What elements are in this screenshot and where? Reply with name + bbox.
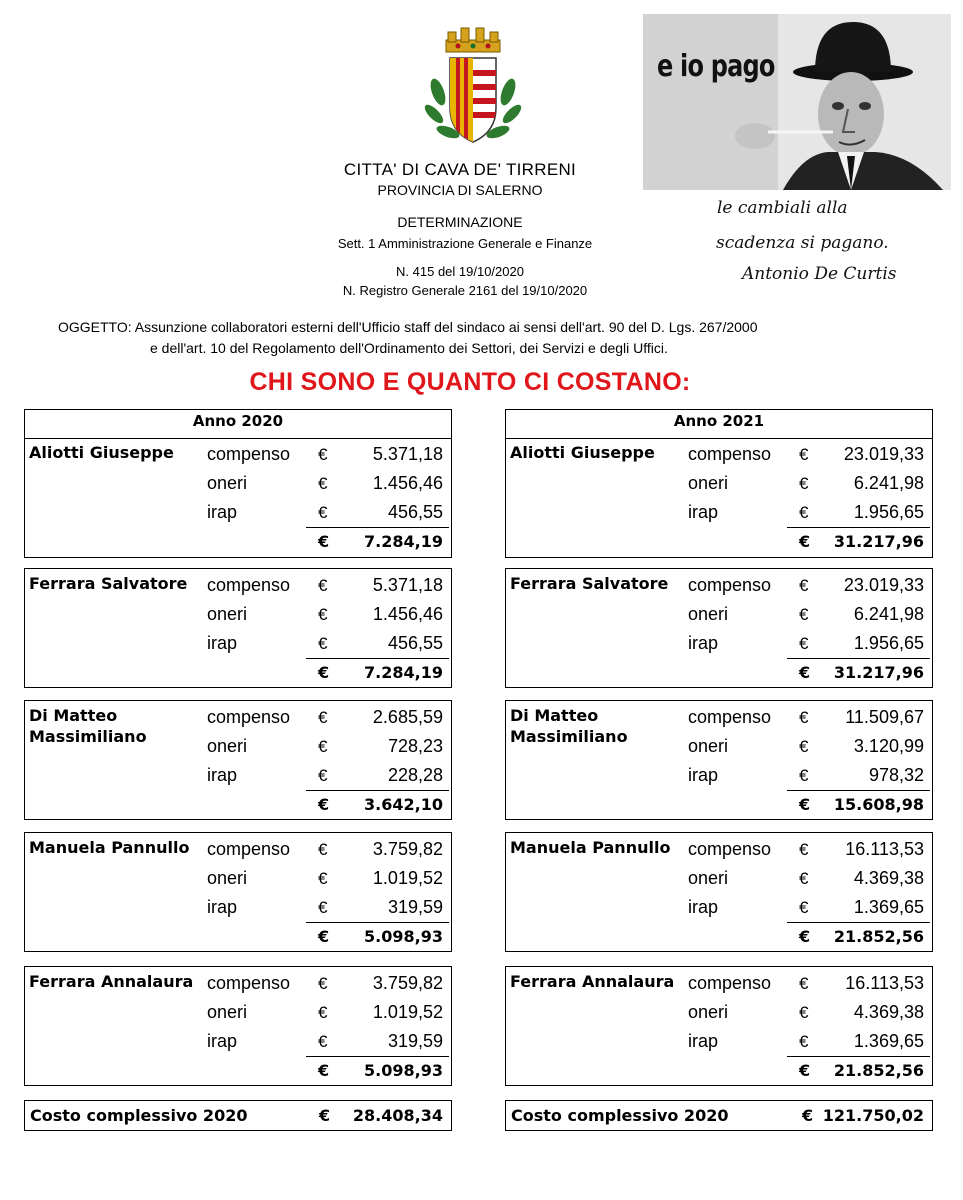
person-cost-block	[24, 438, 452, 558]
quote-line-1: le cambiali alla	[717, 198, 848, 218]
cost-row-compenso	[25, 571, 453, 600]
year-header: Anno 2020	[24, 409, 452, 439]
cost-row-compenso	[25, 703, 453, 732]
cost-value-oneri: 1.019,52	[372, 1002, 443, 1022]
total-value: 21.852,56	[833, 1061, 924, 1080]
euro-sign: €	[799, 795, 811, 814]
province-name: PROVINCIA DI SALERNO	[377, 182, 543, 198]
total-row	[506, 1056, 934, 1085]
euro-sign: €	[799, 974, 809, 993]
euro-sign: €	[318, 898, 328, 917]
person-cost-block	[24, 832, 452, 952]
total-row	[506, 790, 934, 819]
cost-label-compenso: compenso	[207, 839, 291, 859]
cost-label-irap: irap	[688, 1031, 719, 1051]
person-name: Di Matteo Massimiliano	[510, 706, 628, 746]
total-row	[506, 527, 934, 556]
euro-sign: €	[799, 474, 809, 493]
cost-label-irap: irap	[688, 633, 719, 653]
cost-row-irap	[506, 1027, 934, 1056]
euro-sign: €	[318, 795, 330, 814]
cost-value-oneri: 1.456,46	[372, 604, 443, 624]
register-number: N. Registro Generale 2161 del 19/10/2020	[342, 283, 588, 298]
euro-sign: €	[799, 532, 811, 551]
cost-row-oneri	[25, 732, 453, 761]
euro-sign: €	[799, 605, 809, 624]
cost-value-irap: 1.956,65	[853, 502, 924, 522]
cost-value-compenso: 5.371,18	[372, 575, 443, 595]
cost-label-irap: irap	[688, 897, 719, 917]
subtotal-line	[306, 658, 449, 659]
cost-label-compenso: compenso	[207, 444, 291, 464]
euro-sign: €	[799, 898, 809, 917]
cost-row-oneri	[506, 864, 934, 893]
euro-sign: €	[318, 634, 328, 653]
cost-value-irap: 319,59	[387, 1031, 443, 1051]
euro-sign: €	[799, 1003, 809, 1022]
person-name: Ferrara Annalaura	[29, 972, 194, 991]
cost-value-compenso: 16.113,53	[845, 839, 924, 859]
person-cost-block	[505, 438, 933, 558]
euro-sign: €	[799, 1032, 809, 1051]
total-row	[25, 658, 453, 687]
determination-number: N. 415 del 19/10/2020	[396, 264, 524, 279]
city-crest-logo	[418, 22, 528, 152]
subtotal-line	[306, 922, 449, 923]
cost-value-irap: 1.369,65	[853, 1031, 924, 1051]
cost-label-oneri: oneri	[207, 736, 248, 756]
euro-sign: €	[318, 869, 328, 888]
subtotal-line	[306, 790, 449, 791]
total-value: 3.642,10	[364, 795, 443, 814]
cost-value-compenso: 2.685,59	[372, 707, 443, 727]
cost-row-irap	[25, 761, 453, 790]
overall-total-value: 121.750,02	[822, 1106, 924, 1125]
subtotal-line	[306, 527, 449, 528]
cost-value-irap: 319,59	[387, 897, 443, 917]
cost-label-irap: irap	[207, 502, 238, 522]
euro-sign: €	[318, 445, 328, 464]
euro-sign: €	[318, 708, 328, 727]
euro-sign: €	[799, 708, 809, 727]
person-name: Aliotti Giuseppe	[29, 443, 174, 462]
euro-sign: €	[318, 1032, 328, 1051]
total-value: 31.217,96	[833, 663, 924, 682]
cost-row-compenso	[25, 969, 453, 998]
cost-label-irap: irap	[207, 633, 238, 653]
cost-label-oneri: oneri	[688, 473, 729, 493]
cost-value-oneri: 1.456,46	[372, 473, 443, 493]
euro-sign: €	[799, 1061, 811, 1080]
cost-value-compenso: 23.019,33	[843, 575, 924, 595]
cost-row-oneri	[506, 998, 934, 1027]
cost-row-irap	[25, 629, 453, 658]
quote-line-2: scadenza si pagano.	[716, 233, 889, 253]
cost-label-oneri: oneri	[688, 1002, 729, 1022]
cost-label-irap: irap	[688, 765, 719, 785]
cost-value-oneri: 6.241,98	[853, 604, 924, 624]
subtotal-line	[787, 790, 930, 791]
euro-sign: €	[318, 1003, 328, 1022]
person-name: Ferrara Salvatore	[510, 574, 669, 593]
person-name: Manuela Pannullo	[29, 838, 190, 857]
total-value: 5.098,93	[364, 927, 443, 946]
cost-value-irap: 978,32	[868, 765, 924, 785]
cost-value-compenso: 23.019,33	[843, 444, 924, 464]
total-row	[25, 790, 453, 819]
euro-sign: €	[318, 576, 328, 595]
euro-sign: €	[318, 605, 328, 624]
person-name: Ferrara Annalaura	[510, 972, 675, 991]
year-header: Anno 2021	[505, 409, 933, 439]
cost-value-irap: 456,55	[387, 502, 443, 522]
cost-value-compenso: 5.371,18	[372, 444, 443, 464]
total-row	[506, 922, 934, 951]
euro-sign: €	[799, 445, 809, 464]
person-cost-block	[505, 700, 933, 820]
cost-value-oneri: 1.019,52	[372, 868, 443, 888]
cost-label-oneri: oneri	[207, 1002, 248, 1022]
euro-sign: €	[799, 634, 809, 653]
total-value: 7.284,19	[364, 663, 443, 682]
sector-name: Sett. 1 Amministrazione Generale e Finanze	[337, 236, 593, 251]
cost-value-oneri: 4.369,38	[853, 1002, 924, 1022]
cost-label-irap: irap	[207, 765, 238, 785]
cost-label-irap: irap	[688, 502, 719, 522]
cost-row-compenso	[25, 835, 453, 864]
euro-sign: €	[799, 766, 809, 785]
toto-photo	[643, 14, 951, 190]
overall-total-label: Costo complessivo 2020	[511, 1106, 729, 1125]
person-cost-block	[505, 966, 933, 1086]
overall-total-label: Costo complessivo 2020	[30, 1106, 248, 1125]
person-cost-block	[505, 568, 933, 688]
euro-sign: €	[799, 737, 809, 756]
euro-sign: €	[799, 869, 809, 888]
cost-label-compenso: compenso	[207, 973, 291, 993]
euro-sign: €	[318, 840, 328, 859]
euro-sign: €	[318, 766, 328, 785]
total-row	[25, 527, 453, 556]
cost-row-compenso	[25, 440, 453, 469]
cost-row-oneri	[25, 998, 453, 1027]
cost-value-oneri: 3.120,99	[853, 736, 924, 756]
euro-sign: €	[318, 1061, 330, 1080]
portrait-illustration	[643, 14, 951, 190]
total-value: 7.284,19	[364, 532, 443, 551]
euro-sign: €	[318, 737, 328, 756]
euro-sign: €	[802, 1106, 814, 1125]
cost-value-irap: 1.369,65	[853, 897, 924, 917]
euro-sign: €	[799, 840, 809, 859]
cost-row-irap	[25, 1027, 453, 1056]
cost-row-irap	[25, 498, 453, 527]
euro-sign: €	[318, 532, 330, 551]
cost-row-compenso	[506, 703, 934, 732]
subject-line-1: OGGETTO: Assunzione collaboratori esterni dell'Ufficio staff del sindaco ai sensi dell'art. 90 del D. Lgs. 267/2000	[58, 319, 758, 335]
cost-value-compenso: 3.759,82	[372, 839, 443, 859]
overall-total-box	[505, 1100, 933, 1131]
cost-row-oneri	[25, 864, 453, 893]
euro-sign: €	[319, 1106, 331, 1125]
subtotal-line	[787, 527, 930, 528]
cost-label-oneri: oneri	[207, 868, 248, 888]
subtotal-line	[787, 1056, 930, 1057]
overall-total-box	[24, 1100, 452, 1131]
person-cost-block	[24, 700, 452, 820]
euro-sign: €	[318, 927, 330, 946]
cost-value-compenso: 11.509,67	[845, 707, 924, 727]
person-cost-block	[24, 966, 452, 1086]
cost-value-compenso: 16.113,53	[845, 973, 924, 993]
cost-row-oneri	[25, 600, 453, 629]
cost-value-irap: 1.956,65	[853, 633, 924, 653]
quote-author: Antonio De Curtis	[742, 264, 897, 284]
city-name: CITTA' DI CAVA DE' TIRRENI	[343, 160, 577, 179]
cost-row-irap	[506, 629, 934, 658]
subject-line-2: e dell'art. 10 del Regolamento dell'Ordinamento dei Settori, dei Servizi e degli Uffici.	[150, 340, 668, 356]
total-row	[25, 1056, 453, 1085]
person-cost-block	[24, 568, 452, 688]
cost-label-irap: irap	[207, 897, 238, 917]
cost-label-irap: irap	[207, 1031, 238, 1051]
total-row	[506, 658, 934, 687]
cost-label-oneri: oneri	[688, 868, 729, 888]
cost-row-compenso	[506, 571, 934, 600]
document-type: DETERMINAZIONE	[397, 214, 523, 230]
cost-label-oneri: oneri	[688, 604, 729, 624]
cost-value-compenso: 3.759,82	[372, 973, 443, 993]
cost-label-compenso: compenso	[207, 707, 291, 727]
person-name: Aliotti Giuseppe	[510, 443, 655, 462]
total-value: 31.217,96	[833, 532, 924, 551]
photo-caption: e io pago	[657, 49, 775, 84]
headline: CHI SONO E QUANTO CI COSTANO:	[249, 368, 691, 396]
cost-label-compenso: compenso	[688, 973, 772, 993]
cost-row-compenso	[506, 969, 934, 998]
total-value: 5.098,93	[364, 1061, 443, 1080]
cost-label-compenso: compenso	[688, 707, 772, 727]
total-row	[25, 922, 453, 951]
cost-label-oneri: oneri	[207, 473, 248, 493]
subtotal-line	[306, 1056, 449, 1057]
cost-label-compenso: compenso	[207, 575, 291, 595]
cost-row-irap	[506, 761, 934, 790]
total-value: 21.852,56	[833, 927, 924, 946]
cost-row-oneri	[506, 732, 934, 761]
subtotal-line	[787, 922, 930, 923]
crown-icon	[446, 28, 500, 52]
euro-sign: €	[799, 663, 811, 682]
cost-row-oneri	[25, 469, 453, 498]
overall-total-value: 28.408,34	[352, 1106, 443, 1125]
person-name: Di Matteo Massimiliano	[29, 706, 147, 746]
euro-sign: €	[799, 576, 809, 595]
cost-row-irap	[506, 498, 934, 527]
cost-value-oneri: 6.241,98	[853, 473, 924, 493]
person-name: Ferrara Salvatore	[29, 574, 188, 593]
euro-sign: €	[799, 927, 811, 946]
person-name: Manuela Pannullo	[510, 838, 671, 857]
cost-label-oneri: oneri	[688, 736, 729, 756]
euro-sign: €	[318, 974, 328, 993]
cost-row-oneri	[506, 600, 934, 629]
cost-label-compenso: compenso	[688, 444, 772, 464]
cost-label-compenso: compenso	[688, 839, 772, 859]
cost-value-oneri: 4.369,38	[853, 868, 924, 888]
person-cost-block	[505, 832, 933, 952]
euro-sign: €	[318, 503, 328, 522]
cost-label-compenso: compenso	[688, 575, 772, 595]
cost-row-irap	[25, 893, 453, 922]
cost-label-oneri: oneri	[207, 604, 248, 624]
cost-row-compenso	[506, 835, 934, 864]
cost-row-irap	[506, 893, 934, 922]
cost-value-oneri: 728,23	[387, 736, 443, 756]
subtotal-line	[787, 658, 930, 659]
cost-value-irap: 456,55	[387, 633, 443, 653]
cost-value-irap: 228,28	[387, 765, 443, 785]
euro-sign: €	[318, 663, 330, 682]
euro-sign: €	[799, 503, 809, 522]
cost-row-compenso	[506, 440, 934, 469]
total-value: 15.608,98	[833, 795, 924, 814]
euro-sign: €	[318, 474, 328, 493]
cost-row-oneri	[506, 469, 934, 498]
